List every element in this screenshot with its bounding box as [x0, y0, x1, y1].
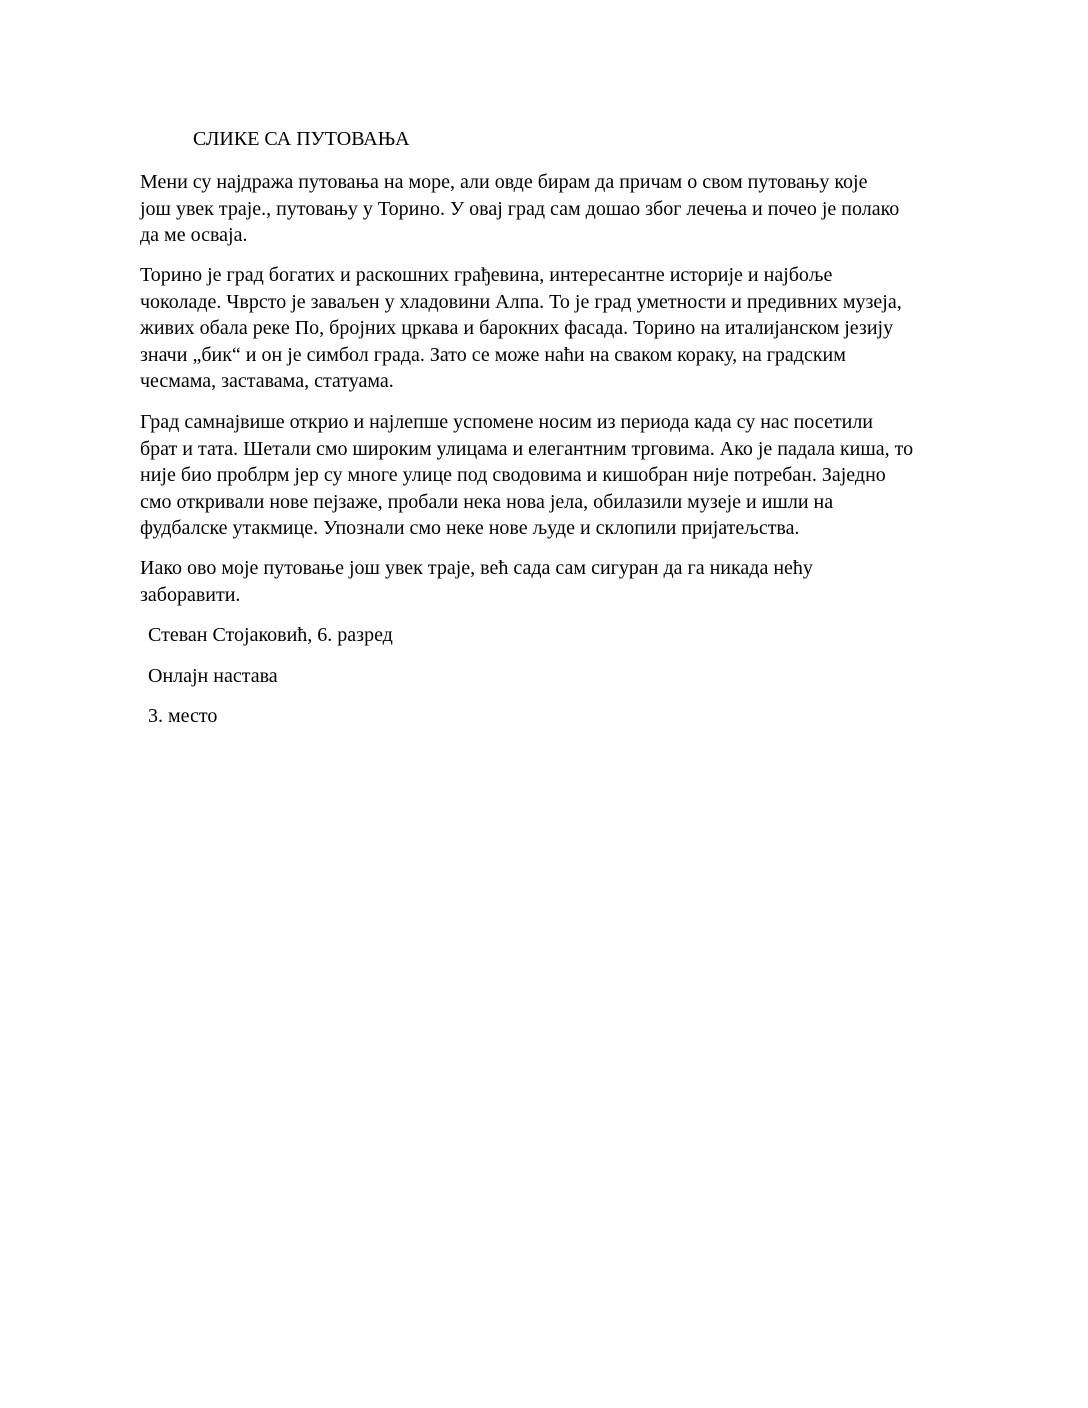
paragraph-line: није био проблрм јер су многе улице под сводовима и кишобран није потребан. Заједно: [140, 464, 886, 486]
paragraph-2: [140, 262, 902, 395]
paragraph-line: чесмама, заставама, статуама.: [140, 370, 394, 392]
author-line: Стеван Стојаковић, 6. разред: [148, 624, 393, 646]
paragraph-line: значи „бик“ и он је симбол града. Зато се може наћи на сваком кораку, на градским: [140, 343, 846, 366]
paragraph-line: Мени су најдража путовања на море, али овде бирам да причам о свом путовању које: [140, 171, 868, 193]
note-line: Онлајн настава: [148, 665, 278, 687]
paragraph-line: брат и тата. Шетали смо широким улицама и елегантним трговима. Ако је падала киша, то: [140, 437, 914, 460]
document-title: СЛИКЕ СА ПУТОВАЊА: [193, 128, 410, 150]
paragraph-line: смо откривали нове пејзаже, пробали нека нова јела, обилазили музеје и ишли на: [140, 490, 834, 513]
paragraph-line: заборавити.: [140, 583, 241, 606]
place-line: 3. место: [148, 705, 218, 727]
paragraph-line: живих обала реке По, бројних цркава и барокних фасада. Торино на италијанском језију: [140, 317, 894, 339]
paragraph-3: [140, 409, 913, 542]
paragraph-line: да ме осваја.: [140, 224, 248, 246]
paragraph-line: још увек траје., путовању у Торино. У овај град сам дошао због лечења и почео је полако: [140, 197, 900, 220]
paragraph-line: чоколаде. Чврсто је заваљен у хладовини Алпа. То је град уметности и предивних музеја,: [140, 290, 902, 313]
paragraph-line: Иако ово моје путовање још увек траје, већ сада сам сигуран да га никада нећу: [140, 557, 813, 579]
paragraph-4: [140, 555, 813, 608]
paragraph-line: фудбалске утакмице. Упознали смо неке нове људе и склопили пријатељства.: [140, 517, 800, 539]
paragraph-line: Град самнајвише открио и најлепше успомене носим из периода када су нас посетили: [140, 411, 873, 433]
paragraph-1: [140, 169, 899, 249]
paragraph-line: Торино је град богатих и раскошних грађевина, интересантне историје и најбоље: [140, 264, 833, 286]
